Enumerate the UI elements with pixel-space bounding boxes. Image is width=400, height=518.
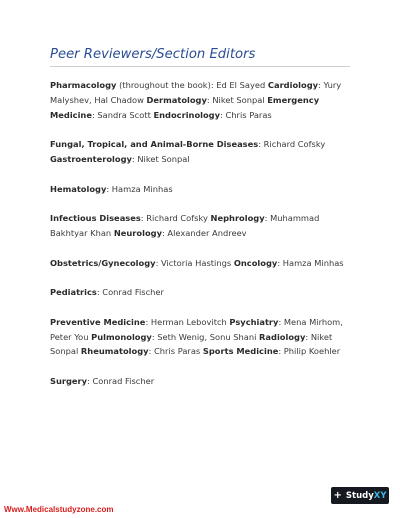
specialty-label: Preventive Medicine [50,316,146,327]
reviewer-names: : Sandra Scott [91,109,154,120]
reviewer-paragraph [50,285,352,300]
plus-icon: + [333,489,342,501]
specialty-label: Pharmacology [50,80,117,90]
reviewer-names: : Chris Paras [220,109,272,120]
specialty-label: Gastroenterology [50,153,132,164]
specialty-label: Emergency Medicine [50,94,320,120]
specialty-label: Hematology [50,183,107,194]
specialty-label: Infectious Diseases [50,213,141,224]
reviewer-paragraph [50,78,352,122]
reviewer-names: : Mena Mirhom, Peter You [50,316,343,342]
specialty-label: Dermatology [146,94,207,105]
reviewer-names: : Chris Paras [148,346,203,357]
reviewer-names: : Philip Koehler [278,346,341,357]
reviewer-paragraph [50,256,352,271]
reviewer-names: (throughout the book): Ed El Sayed [116,80,268,90]
reviewer-list [50,78,352,404]
specialty-label: Surgery [50,375,88,386]
specialty-label: Obstetrics/Gynecology [50,257,156,268]
reviewer-names: : Yury Malyshev, Hal Chadow [50,80,342,105]
specialty-label: Neurology [113,227,162,238]
reviewer-paragraph [50,211,352,241]
specialty-label: Rheumatology [80,346,149,357]
badge-brand-suffix: XY [373,490,387,501]
reviewer-names: : Muhammad Bakhtyar Khan [50,213,320,238]
specialty-label: Endocrinology [153,109,221,120]
reviewer-names: : Richard Cofsky [140,213,211,224]
specialty-label: Pediatrics [50,287,97,298]
reviewer-paragraph [50,182,352,197]
reviewer-paragraph [50,374,352,389]
watermark-url[interactable]: Www.Medicalstudyzone.com [4,505,114,514]
reviewer-paragraph [50,137,352,167]
reviewer-names: : Seth Wenig, Sonu Shani [151,331,260,342]
specialty-label: Fungal, Tropical, and Animal-Borne Diseases [50,139,259,150]
specialty-label: Psychiatry [229,316,279,327]
specialty-label: Radiology [259,331,306,342]
reviewer-names: : Niket Sonpal [50,331,333,357]
reviewer-names: : Victoria Hastings [155,257,234,268]
studyxy-badge [331,487,389,504]
reviewer-names: : Hamza Minhas [106,183,173,194]
specialty-label: Pulmonology [91,331,152,342]
specialty-label: Oncology [233,257,278,268]
reviewer-names: : Conrad Fischer [96,287,164,298]
reviewer-names: : Niket Sonpal [206,94,268,105]
specialty-label: Cardiology [267,80,319,90]
reviewer-names: : Niket Sonpal [131,153,190,164]
reviewer-names: : Alexander Andreev [162,227,247,238]
reviewer-names: : Richard Cofsky [258,139,326,150]
badge-brand: Study [345,490,374,501]
specialty-label: Sports Medicine [202,346,279,357]
reviewer-names: : Conrad Fischer [87,375,155,386]
reviewer-names: : Hamza Minhas [277,257,344,268]
reviewer-names: : Herman Lebovitch [145,316,230,327]
specialty-label: Nephrology [210,213,265,224]
reviewer-paragraph [50,315,352,359]
section-heading: Peer Reviewers/Section Editors [50,47,350,67]
